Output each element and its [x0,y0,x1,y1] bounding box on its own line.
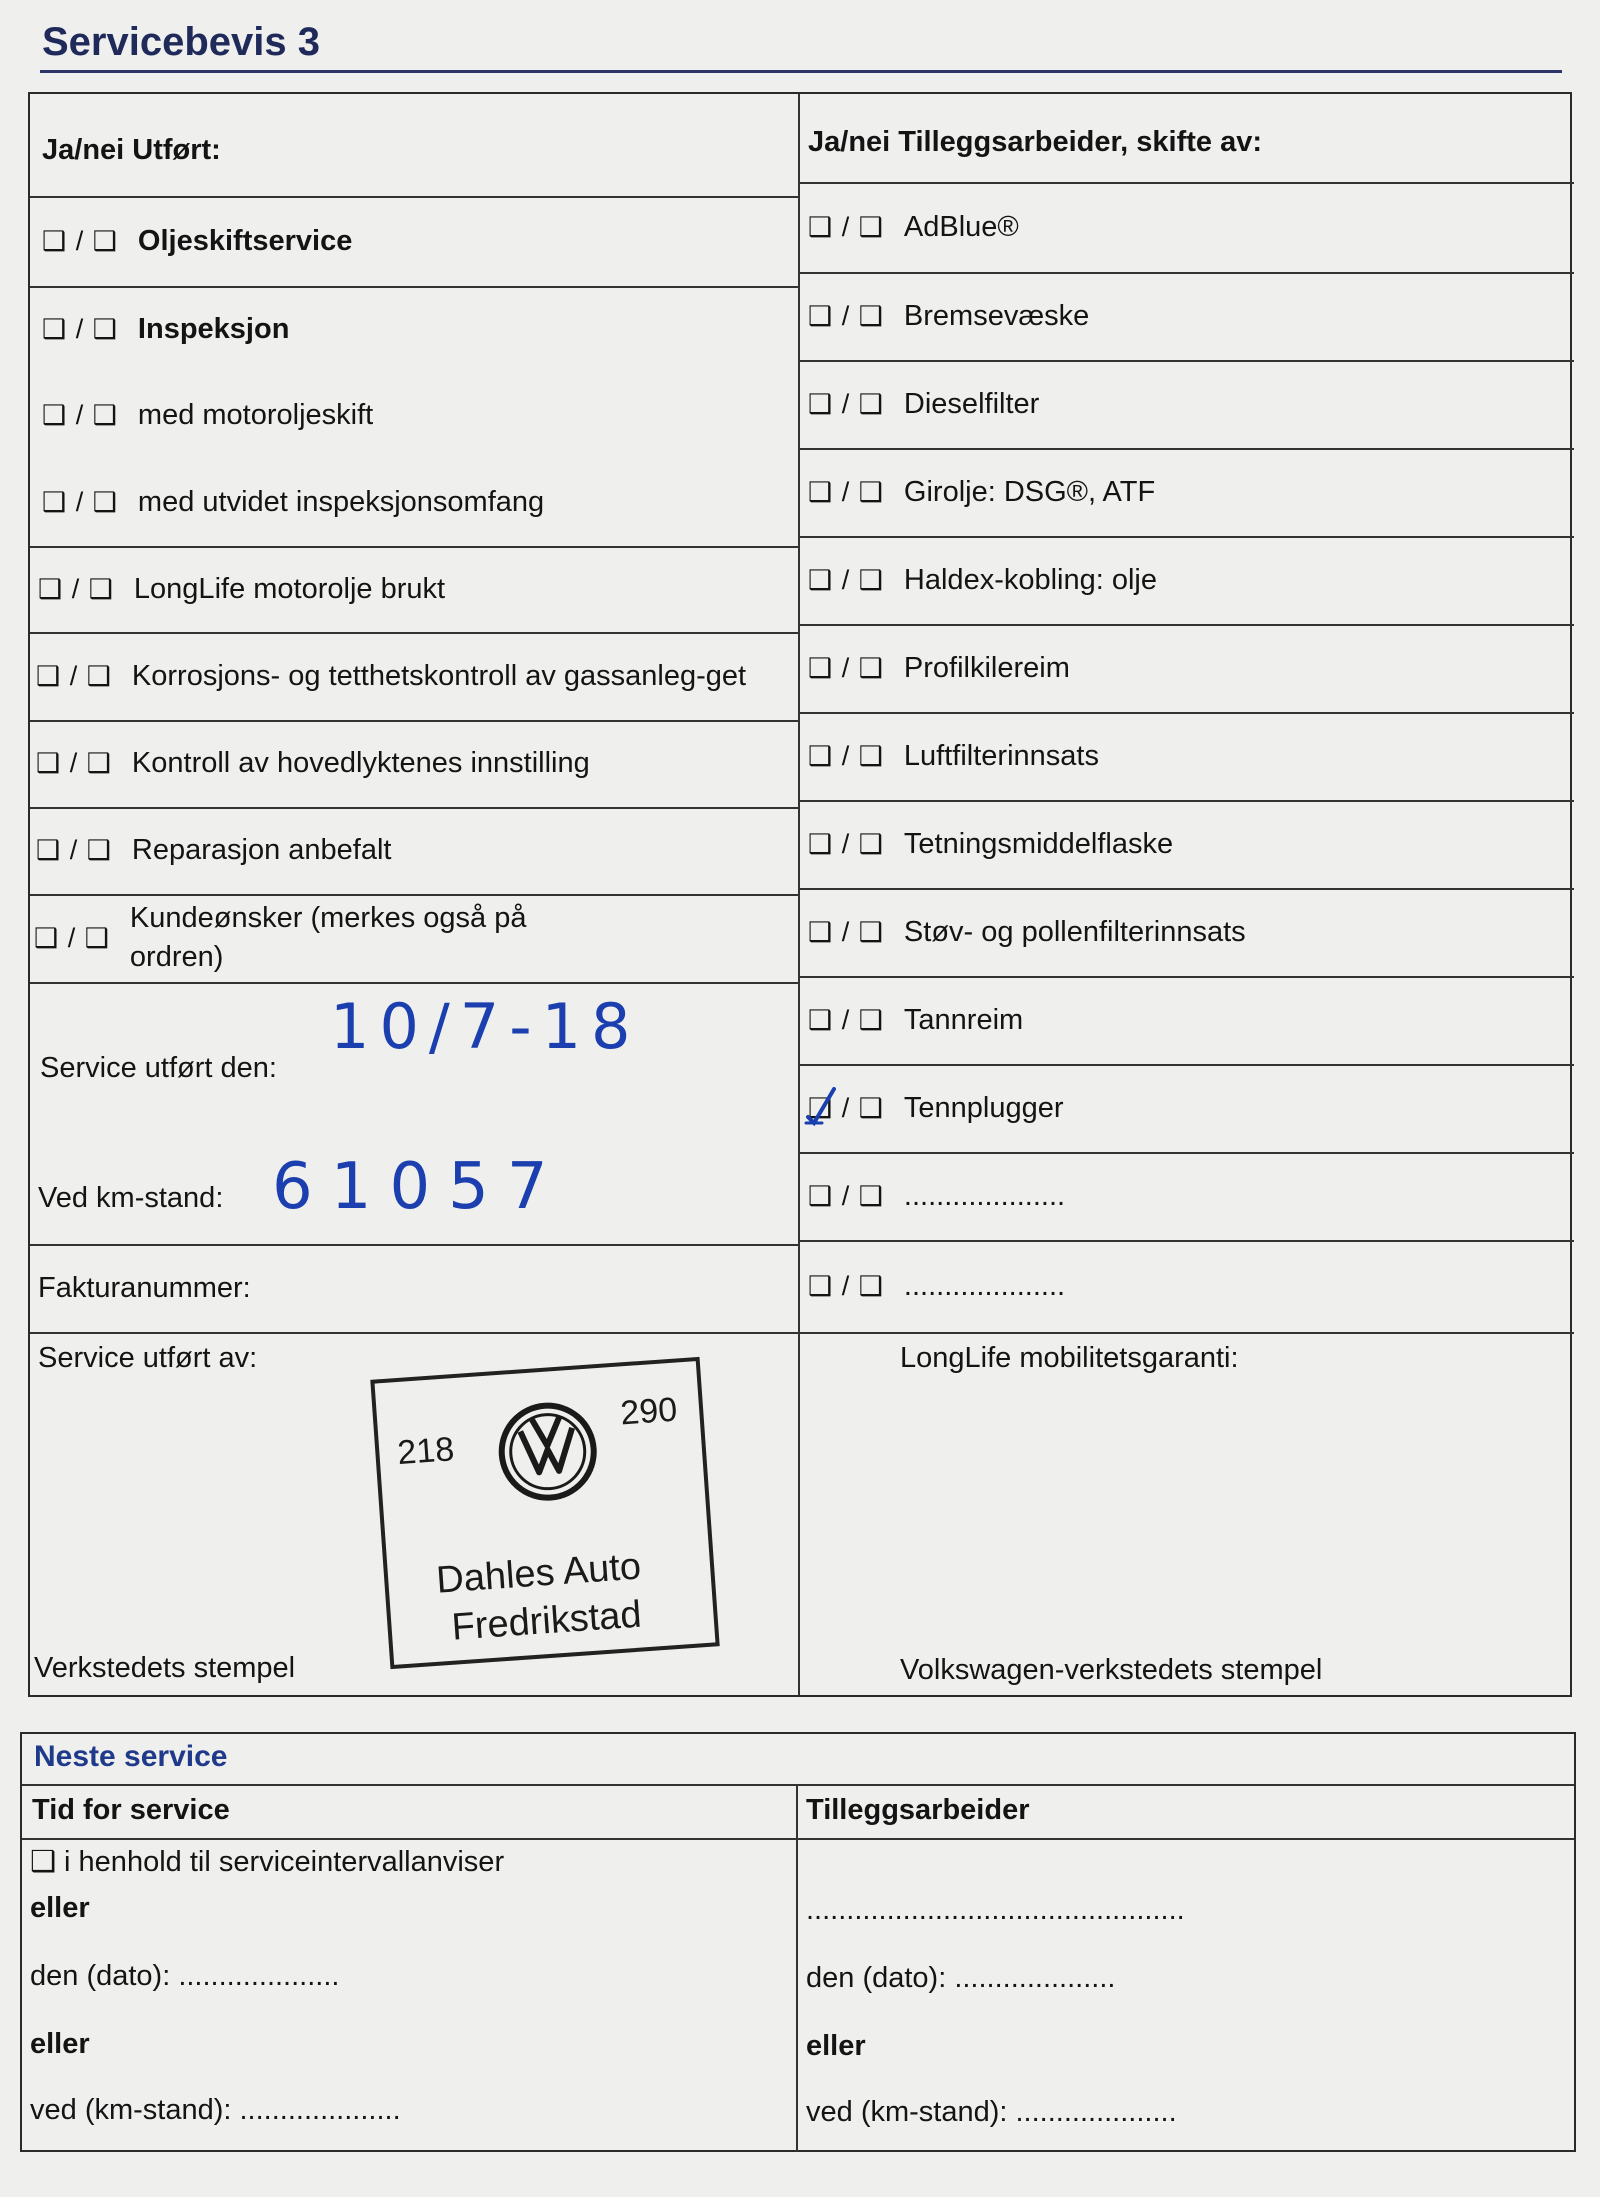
vw-stamp-label: Volkswagen-verkstedets stempel [900,1654,1323,1686]
yes-no-checkbox-checked[interactable]: ❑ / ❑ [808,1093,884,1124]
right-item-adblue: ❑ / ❑ AdBlue® [808,210,1019,243]
column-divider [798,94,800,1695]
yes-no-checkbox[interactable]: ❑ / ❑ [808,652,884,683]
next-date-left: den (dato): .................... [30,1960,340,1992]
invoice-label: Fakturanummer: [38,1272,251,1304]
next-service-left-header: Tid for service [32,1794,230,1826]
or-label-1: eller [30,1892,90,1924]
next-km-left: ved (km-stand): .................... [30,2094,401,2126]
workshop-stamp [370,1357,719,1669]
additional-work-line: ............................................... [806,1894,1185,1926]
or-label-3: eller [806,2030,866,2062]
yes-no-checkbox[interactable]: ❑ / ❑ [808,211,884,242]
service-table [28,92,1572,1697]
stamp-right-number: 290 [619,1390,679,1433]
yes-no-checkbox[interactable]: ❑ / ❑ [808,564,884,595]
next-service-title: Neste service [34,1740,228,1773]
yes-no-checkbox[interactable]: ❑ / ❑ [808,1270,884,1301]
yes-no-checkbox[interactable]: ❑ / ❑ [808,476,884,507]
right-item-blank-1: ❑ / ❑ .................... [808,1179,1066,1212]
yes-no-checkbox[interactable]: ❑ / ❑ [42,486,118,517]
yes-no-checkbox[interactable]: ❑ / ❑ [42,313,118,344]
stamp-line-2: Fredrikstad [450,1593,643,1649]
left-item-reparasjon: ❑ / ❑ Reparasjon anbefalt [36,834,392,866]
yes-no-checkbox[interactable]: ❑ / ❑ [42,225,118,256]
yes-no-checkbox[interactable]: ❑ / ❑ [36,835,112,865]
yes-no-checkbox[interactable]: ❑ / ❑ [42,399,118,430]
left-item-kundeonsker: ❑ / ❑ Kundeønsker (merkes også på ordren) [34,902,527,973]
yes-no-checkbox[interactable]: ❑ / ❑ [808,1180,884,1211]
left-item-motoroljeskift: ❑ / ❑ med motoroljeskift [42,398,374,431]
right-item-profilkilereim: ❑ / ❑ Profilkilereim [808,651,1070,684]
stamp-left-number: 218 [396,1430,456,1473]
right-item-haldex: ❑ / ❑ Haldex-kobling: olje [808,563,1158,596]
handwritten-check-mark-icon [804,1087,838,1127]
page-title: Servicebevis 3 [42,20,320,64]
yes-no-checkbox[interactable]: ❑ / ❑ [36,660,112,691]
left-item-hovedlykter: ❑ / ❑ Kontroll av hovedlyktenes innstilling [36,747,590,779]
yes-no-checkbox[interactable]: ❑ / ❑ [34,922,110,953]
yes-no-checkbox[interactable]: ❑ / ❑ [808,740,884,771]
yes-no-checkbox[interactable]: ❑ / ❑ [36,748,112,778]
right-item-bremsevaeske: ❑ / ❑ Bremsevæske [808,299,1090,332]
vw-logo-icon [494,1398,601,1510]
left-item-oljeskift: ❑ / ❑ Oljeskiftservice [42,224,353,257]
right-item-pollenfilter: ❑ / ❑ Støv- og pollenfilterinnsats [808,915,1246,948]
next-date-right: den (dato): .................... [806,1962,1116,1994]
right-item-tannreim: ❑ / ❑ Tannreim [808,1003,1024,1036]
service-date-handwritten: 10/7-18 [330,990,641,1063]
title-rule [40,70,1562,73]
left-item-inspeksjon: ❑ / ❑ Inspeksjon [42,312,290,345]
right-item-tetningsmiddel: ❑ / ❑ Tetningsmiddelflaske [808,827,1174,860]
service-date-label: Service utført den: [40,1052,277,1084]
km-label: Ved km-stand: [38,1182,224,1214]
yes-no-checkbox[interactable]: ❑ / ❑ [808,916,884,947]
yes-no-checkbox[interactable]: ❑ / ❑ [808,828,884,859]
performed-by-label: Service utført av: [38,1342,258,1374]
left-item-utvidet-inspeksjon: ❑ / ❑ med utvidet inspeksjonsomfang [42,485,545,518]
km-handwritten: 61057 [272,1150,566,1224]
next-service-right-header: Tilleggsarbeider [806,1794,1030,1826]
yes-no-checkbox[interactable]: ❑ / ❑ [808,388,884,419]
right-item-blank-2: ❑ / ❑ .................... [808,1269,1066,1302]
left-column-header: Ja/nei Utført: [42,134,221,166]
right-column-header: Ja/nei Tilleggsarbeider, skifte av: [808,126,1263,158]
right-item-luftfilter: ❑ / ❑ Luftfilterinnsats [808,739,1099,772]
yes-no-checkbox[interactable]: ❑ / ❑ [808,300,884,331]
right-item-tennplugger: ❑ / ❑ Tennplugger [808,1064,1064,1152]
yes-no-checkbox[interactable]: ❑ / ❑ [38,573,114,604]
left-item-longlife: ❑ / ❑ LongLife motorolje brukt [38,572,446,605]
left-item-korrosjon: ❑ / ❑ Korrosjons- og tetthetskontroll av gassanleg-get [36,659,747,692]
next-service-table [20,1732,1576,2152]
yes-no-checkbox[interactable]: ❑ / ❑ [808,1004,884,1035]
right-item-dieselfilter: ❑ / ❑ Dieselfilter [808,387,1040,420]
stamp-line-1: Dahles Auto [434,1545,643,1602]
or-label-2: eller [30,2028,90,2060]
longlife-guarantee-label: LongLife mobilitetsgaranti: [900,1342,1239,1374]
workshop-stamp-label: Verkstedets stempel [34,1652,296,1684]
right-item-girolje: ❑ / ❑ Girolje: DSG®, ATF [808,475,1156,508]
interval-checkbox-option[interactable]: ❑ i henhold til serviceintervallanviser [30,1846,505,1878]
next-km-right: ved (km-stand): .................... [806,2096,1177,2128]
